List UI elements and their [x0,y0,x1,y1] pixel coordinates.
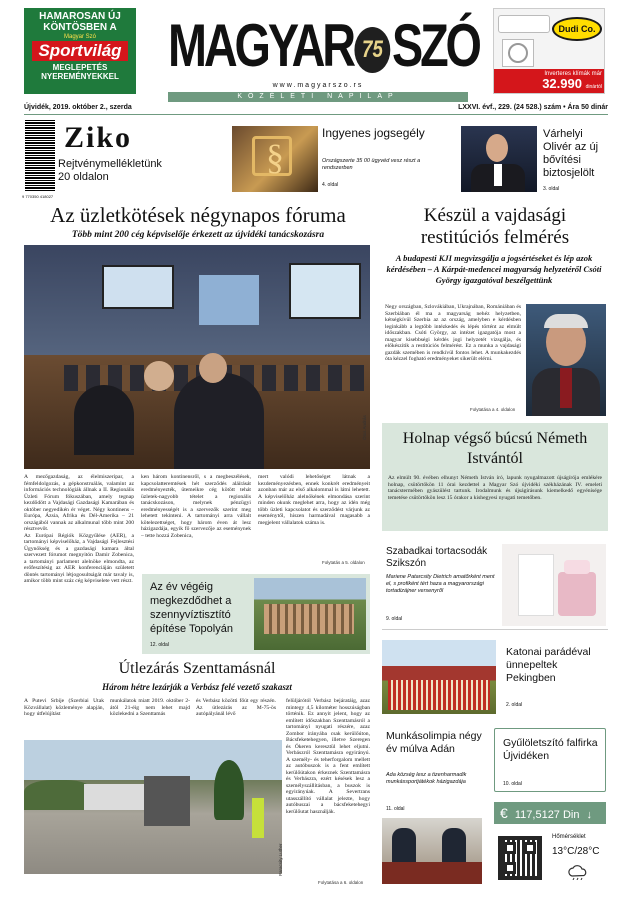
exchange-value: 117,5127 Din [514,809,580,821]
cake-teaser[interactable] [382,542,608,630]
screen-right [289,263,361,319]
passport-col1: A Putevi Srbije (Szerbiai Utak Közvállalat) közleménye alapján, hogy útfelújítást [24,698,104,717]
sportvilag-promo[interactable] [24,8,136,94]
restitution-title[interactable]: Készül a vajdasági restitúciós felmérés [420,205,570,248]
legal-page: 4. oldal [322,182,339,188]
varhelyi-teaser[interactable] [461,124,607,194]
lead-col3: mert valódi lehetőséget látnak a kezdeményezésben, ennek konkrét eredményeit azonban már az első alkalommal is látni lehetett. A képviselőház alelnökének elmondása szerint minden okunk meglehet arra, hogy az idén még több üzleti kapcsolatot és szerződést várjunk az eseménytől, hiszen harmadával magasabb a megjelent vállalatok száma is. [258,474,370,526]
euro-icon: € [500,805,508,821]
road-photo [24,740,282,874]
road-photo-credit: Paracsity Luther [278,843,283,876]
masthead-badge: 75 [355,27,391,73]
puzzle-teaser[interactable] [58,122,168,192]
exchange-rate [494,802,606,824]
ziko-logo: Ziko [64,121,133,154]
dateline-left: Újvidék, 2019. október 2., szerda [24,104,132,111]
worker-photo [382,818,482,884]
restitution-continued: Folytatása a 4. oldalon [470,407,516,412]
lead-title[interactable]: Az üzletkötések négynapos fóruma [50,203,346,227]
military-photo [382,640,496,714]
lead-photo-credit: Ótos András [362,415,367,440]
passport-col4: felüljárótól Verbász bejáratáig, azaz mintegy 4,5 kilométer hosszúságban történik. Ez annyit jelent, hogy az említett időszakban Szenttamásról a tartományi nyugati részére, azaz Zombor irányába csak kerülőúton, Bácsfeketehegyen, illetve Szeregen és Ókeren keresztül lehet eljutni. Verbászról Szenttamásra egyirányú. A személy- és teherforgalom mellett az autóbuszok is a fent említett kerülőútakon érkeznek Szenttamásra és Verbászra, ezért késések lesz a személyszállításban, a buszok is egyirányúak. A Severtrans utasszállító vállalat jelezte, hogy autóbuszai a bácsfeketehegyi kerülőutat használják. [286,698,370,815]
worker-teaser[interactable] [382,726,490,886]
sewage-page: 12. oldal [150,642,169,648]
cake-photo [502,544,606,626]
masthead-subtitle: KÖZÉLETI NAPILAP [168,92,468,102]
cake-title: Szabadkai tortacsodák Szikszón [386,546,488,569]
cake-page: 9. oldal [386,616,403,622]
dudi-price: 32.990 [542,76,582,91]
dudi-promo-text: Inverteres klímák már 32.990 dinártól [494,69,605,94]
graffiti-title: Gyűlöletszító falfirka Újvidéken [503,737,598,762]
legal-title: Ingyenes jogsegély [322,126,425,140]
promo-brand-small: Magyar Szó [63,34,96,40]
barcode [25,120,55,192]
puzzle-label: Rejtvénymellékletünk 20 oldalon [58,158,162,183]
dateline-right: LXXVI. évf., 229. (24 528.) szám • Ára 50 dinár [458,104,608,111]
csoti-photo [526,304,606,416]
military-page: 2. oldal [506,702,523,708]
military-teaser[interactable] [382,636,608,718]
worker-title: Munkásolimpia négy év múlva Adán [386,730,482,755]
obituary-body: Az elmúlt 90. évében elhunyt Németh István író, lapunk nyugalmazott újságírója emlékére holnap, csütörtökön 11 órai kezdettel a Magyar Szó újvidéki székházának IV. emeleti tanácstermében gyászülést tartunk. Irodalmunk és újságírásunk kiemelkedő egyénisége temetése csütörtökön lesz 15 órakor a kishegyesi nyugati temetőben. [388,475,602,501]
screen-left [102,265,174,309]
sewage-teaser[interactable] [142,574,370,654]
passport-continued: Folytatása a 6. oldalon [318,880,364,885]
divider [24,114,608,115]
lead-photo [24,245,370,469]
promo-line1: HAMAROSAN ÚJ [39,11,121,22]
restitution-body: Negy országban, Szlovákiában, Ukrajnában, Romániában és Szerbiában él ma a magyarság nehéz helyzetben, kétségkívül Szerbia az az ország, amelyben e kérdésben leginkább a legtöbb intézkedés és lépés történt az elmúlt időszakban. Csóti György, az intézet igazgatója most a magyar kisebbségi kérdés jogi helyzetét vizsgálja, és előkészítik a restitúciós felmérést. Ez a munka a vajdasági gazdák szemében is rendkívül fontos lehet. A munkakezdés óta kézzel fogható eredményeket sikerült elérni. [385,304,521,362]
sewage-photo [254,578,366,650]
promo-line2: KÖNTÖSBEN A [43,22,117,33]
sewage-title: Az év végéig megkezdődhet a szennyvíztisztító építése Topolyán [150,581,233,635]
stage-banner [199,275,259,325]
legal-text: Országszerte 35 00 ügyvéd vesz részt a rendszerben [322,158,421,171]
masthead-title-left: MAGYAR [168,12,353,79]
promo-brand: Sportvilág [32,41,128,61]
passport-title[interactable]: Útlezárás Szenttamásnál [118,660,276,677]
worker-text: Ada község lesz a tizenharmadik munkássportjátékok házigazdája [386,772,467,785]
qr-code[interactable] [498,836,542,880]
varhelyi-photo [461,126,537,192]
passport-subtitle: Három hétre lezárják a Verbász felé vezető szakaszt [102,682,292,692]
masthead-title[interactable] [168,10,479,82]
graffiti-page: 10. oldal [503,781,522,787]
varhelyi-title: Várhelyi Olivér az új bővítési biztosjelölt [543,128,599,179]
legal-teaser[interactable] [232,124,452,194]
legal-image [232,126,318,192]
lead-col2: ken három kontinensről, s a megbeszélések, kapcsolatteremtések hét szerződés aláírását eredményezték, ütemeikre cég kötött tehát üzletek-nagyobb tételet a regionális tanácskozáson, melynek pénzügyi eredményességét is a szervezők szerint meg lehetett tekinteni. A tartományi arra vállalt kötelezettséget, hogy három éven át lesz házigazdája, egyik fő szervezője az eseménynek – tette hozzá Zobenica, [141,474,251,539]
paragraph-icon: § [266,137,284,177]
graffiti-teaser[interactable] [494,728,606,792]
masthead-url[interactable]: www.magyarszo.rs [272,82,364,89]
weather-range: 13°C/28°C [552,846,600,857]
road-machine [144,776,190,826]
passport-col3: és Verbász közötti főút egy részén. Az útlezárás az M-75-ös autópályánál lévő [196,698,276,717]
dudi-brand: Dudi Co. [552,17,602,41]
restitution-subtitle: A budapesti KJI megvizsgálja a jogsértéseket és lép azok kérdésében – A Kárpát-medencei magyarság helyzetéről Csóti György igazgatóval beszélgettünk [386,253,602,285]
promo-line3: MEGLEPETÉS [52,63,108,72]
military-title: Katonai parádéval ünnepeltek Pekingben [506,646,591,684]
obituary-box[interactable] [382,423,608,531]
worker-page: 11. oldal [386,806,405,812]
cloud-icon [566,864,590,878]
passport-col2: munkálatok miatt 2019. október 2-ától 21-éig nem lehet majd közlekedni a Szenttamás [110,698,190,717]
arrow-down-icon: ↓ [586,809,593,821]
lead-continued: Folytatás a 5. oldalon [322,560,365,565]
masthead-title-right: SZÓ [391,12,479,79]
cake-text: Mariene Patarcsity Dietrich amatőrként ment el, s profiként tért haza a magyarországi tortadizájner versenyről [386,574,495,594]
aircon-outdoor-image [502,39,534,67]
masthead [168,10,479,100]
barcode-text: 9 770350 418027 [22,194,54,199]
promo-line4: NYEREMÉNYEKKEL [41,72,119,81]
obituary-title: Holnap végső búcsú Németh Istvántól [402,430,588,467]
lead-col1: A mezőgazdaság, az élelmiszeripar, a fémfeldolgozás, a gépkonstruálás, valamint az információs technológiák állnak a II. Regionális Üzleti Fórum fókuszában, amely tegnap kezdődött a Vajdasági Gazdasági Kamarában és október negyedikén ér véget. Négy kontinens – Európa, Ázsia, Afrika és Dél-Amerika – 21 országából vannak az alkalmunal több mint 200 résztvevőt. Az Európai Régiók Közgyűlése (AER), a tartományi képviselőház, a Vajdasági Fejlesztési Ügynökség és a gazdasági kamara által szervezett fórumot megnyitón Damir Zobenica, a tartományi parlament alelnöke elmondta, az erőfeszítésig az AER konferenciáján született döntés tartományi létjogosultságát már tavaly is, amikor több mint száz cég képviselete vett részt. [24,474,134,584]
aircon-image [498,15,550,33]
lead-subtitle: Több mint 200 cég képviselője érkezett az újvidéki tanácskozásra [71,230,325,240]
weather-label: Hőmérséklet [552,834,586,840]
dudi-promo[interactable] [493,8,605,94]
varhelyi-page: 3. oldal [543,186,560,192]
road-worker [252,798,264,838]
